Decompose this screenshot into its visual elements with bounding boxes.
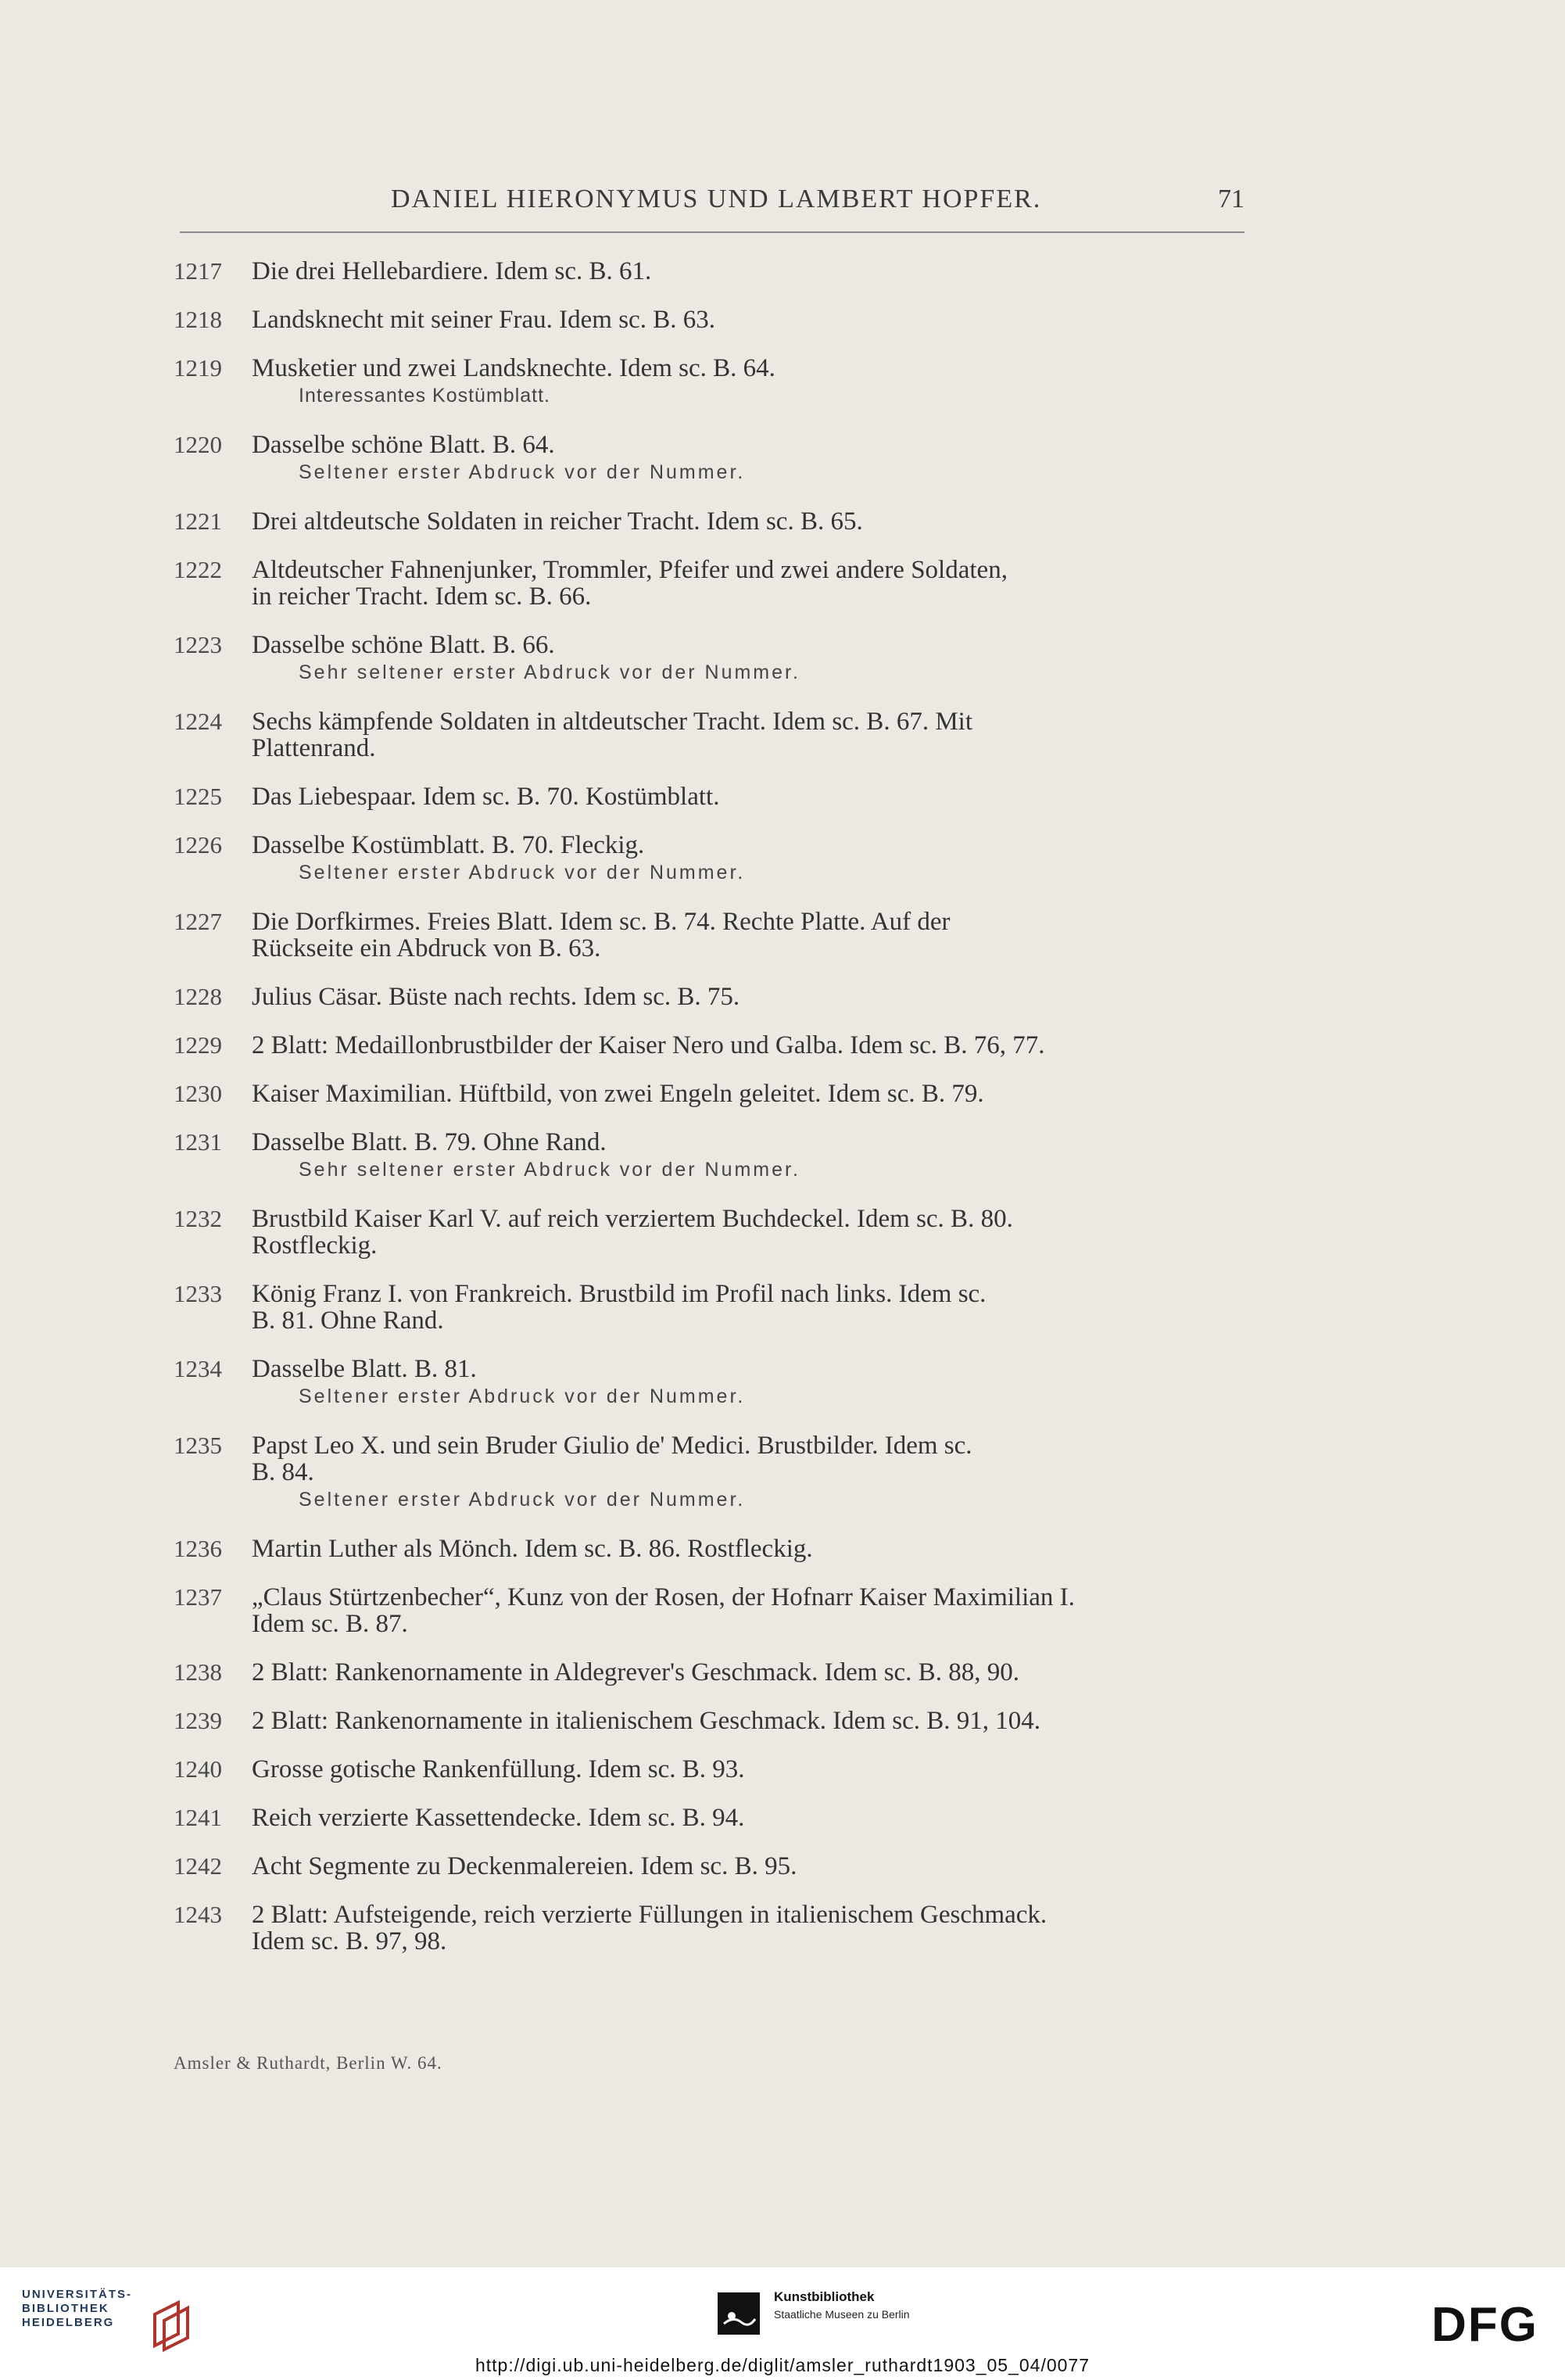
entry-text: Julius Cäsar. Büste nach rechts. Idem sc. B. 75. [252,983,740,1011]
catalogue-entry [174,1432,1244,1514]
entry-number: 1219 [174,354,222,382]
entry-number: 1233 [174,1280,222,1307]
entry-text: Landsknecht mit seiner Frau. Idem sc. B. 63. [252,306,715,334]
entry-note: Sehr seltener erster Abdruck vor der Nummer. [299,661,800,683]
entry-text: Dasselbe Blatt. B. 79. Ohne Rand. [252,1128,607,1156]
dfg-logo[interactable]: DFG [1431,2298,1538,2352]
running-title: DANIEL HIERONYMUS UND LAMBERT HOPFER. [391,185,1042,213]
entry-number: 1221 [174,507,222,535]
ub-book-icon [147,2299,202,2353]
entry-text: Sechs kämpfende Soldaten in altdeutscher Tracht. Idem sc. B. 67. Mit [252,708,973,736]
entry-note: Seltener erster Abdruck vor der Nummer. [299,1489,746,1511]
entry-text: B. 84. [252,1458,314,1486]
entry-number: 1224 [174,708,222,735]
printer-imprint: Amsler & Ruthardt, Berlin W. 64. [174,2053,442,2073]
ub-heidelberg-logo[interactable] [22,2288,132,2330]
entry-number: 1223 [174,631,222,658]
catalogue-entry [174,432,1244,486]
entry-text: Die Dorfkirmes. Freies Blatt. Idem sc. B. 74. Rechte Platte. Auf der [252,908,951,936]
entry-text: Die drei Hellebardiere. Idem sc. B. 61. [252,257,652,285]
entry-note: Seltener erster Abdruck vor der Nummer. [299,461,746,483]
entry-number: 1228 [174,983,222,1010]
entry-text: Dasselbe schöne Blatt. B. 66. [252,631,555,659]
catalogue-entry [174,355,1244,410]
entry-number: 1237 [174,1583,222,1611]
entry-text: 2 Blatt: Rankenornamente in Aldegrever's Geschmack. Idem sc. B. 88, 90. [252,1658,1019,1686]
catalogue-entry [174,1356,1244,1410]
catalogue-entry [174,1708,1244,1734]
catalogue-entry [174,1805,1244,1831]
entry-number: 1217 [174,257,222,285]
entry-text: Acht Segmente zu Deckenmalereien. Idem sc. B. 95. [252,1852,797,1880]
catalogue-entry [174,1081,1244,1107]
entry-number: 1243 [174,1901,222,1928]
entry-note: Sehr seltener erster Abdruck vor der Nummer. [299,1159,800,1181]
entry-number: 1238 [174,1658,222,1686]
entry-number: 1232 [174,1205,222,1232]
entry-text: Brustbild Kaiser Karl V. auf reich verziertem Buchdeckel. Idem sc. B. 80. [252,1205,1013,1233]
entry-text: Idem sc. B. 87. [252,1610,408,1638]
entry-number: 1222 [174,556,222,583]
catalogue-entry [174,1756,1244,1783]
entry-note: Seltener erster Abdruck vor der Nummer. [299,862,746,884]
entry-text: König Franz I. von Frankreich. Brustbild im Profil nach links. Idem sc. [252,1280,987,1308]
entry-text: 2 Blatt: Aufsteigende, reich verzierte Füllungen in italienischem Geschmack. [252,1901,1048,1929]
entry-number: 1235 [174,1432,222,1459]
catalogue-entry [174,1659,1244,1686]
entry-text: Plattenrand. [252,734,376,762]
entry-number: 1230 [174,1080,222,1107]
entry-text: B. 81. Ohne Rand. [252,1306,444,1335]
entry-text: Grosse gotische Rankenfüllung. Idem sc. B. 93. [252,1755,745,1783]
entry-text: Idem sc. B. 97, 98. [252,1927,447,1955]
catalogue-entries [174,258,1244,1977]
entry-text: Dasselbe Blatt. B. 81. [252,1355,477,1383]
entry-text: „Claus Stürtzenbecher“, Kunz von der Rosen, der Hofnarr Kaiser Maximilian I. [252,1583,1075,1611]
entry-number: 1239 [174,1707,222,1734]
catalogue-entry [174,909,1244,962]
catalogue-entry [174,1281,1244,1334]
entry-number: 1234 [174,1355,222,1382]
entry-number: 1220 [174,431,222,458]
catalogue-entry [174,984,1244,1010]
catalogue-entry [174,508,1244,535]
entry-text: Musketier und zwei Landsknechte. Idem sc. B. 64. [252,354,775,382]
entry-number: 1236 [174,1535,222,1562]
entry-number: 1226 [174,831,222,858]
catalogue-entry [174,258,1244,285]
entry-number: 1218 [174,306,222,333]
catalogue-entry [174,632,1244,686]
catalogue-entry [174,1536,1244,1562]
entry-number: 1227 [174,908,222,935]
entry-number: 1240 [174,1755,222,1783]
catalogue-entry [174,708,1244,762]
entry-text: 2 Blatt: Medaillonbrustbilder der Kaiser Nero und Galba. Idem sc. B. 76, 77. [252,1031,1045,1059]
entry-text: Altdeutscher Fahnenjunker, Trommler, Pfeifer und zwei andere Soldaten, [252,556,1008,584]
catalogue-entry [174,1853,1244,1880]
kunstbibliothek-title: Kunstbibliothek [774,2289,875,2304]
entry-number: 1242 [174,1852,222,1880]
kunstbibliothek-subtitle: Staatliche Museen zu Berlin [774,2308,910,2321]
entry-note: Seltener erster Abdruck vor der Nummer. [299,1385,746,1407]
catalogue-entry [174,1584,1244,1637]
entry-text: Rückseite ein Abdruck von B. 63. [252,934,601,962]
entry-text: Dasselbe schöne Blatt. B. 64. [252,431,555,459]
catalogue-entry [174,306,1244,333]
entry-text: Kaiser Maximilian. Hüftbild, von zwei Engeln geleitet. Idem sc. B. 79. [252,1080,984,1108]
entry-text: Papst Leo X. und sein Bruder Giulio de' Medici. Brustbilder. Idem sc. [252,1432,972,1460]
entry-text: in reicher Tracht. Idem sc. B. 66. [252,582,592,611]
page-header [180,185,1244,233]
digitization-footer [0,2267,1565,2380]
kunstbibliothek-emblem-icon [718,2292,760,2335]
catalogue-entry [174,783,1244,810]
entry-text: Dasselbe Kostümblatt. B. 70. Fleckig. [252,831,645,859]
entry-number: 1225 [174,783,222,810]
entry-number: 1241 [174,1804,222,1831]
entry-text: 2 Blatt: Rankenornamente in italienischem Geschmack. Idem sc. B. 91, 104. [252,1707,1040,1735]
catalogue-entry [174,1129,1244,1184]
entry-number: 1231 [174,1128,222,1156]
entry-text: Martin Luther als Mönch. Idem sc. B. 86. Rostfleckig. [252,1535,813,1563]
catalogue-entry [174,1032,1244,1059]
page-number: 71 [1218,185,1244,213]
entry-number: 1229 [174,1031,222,1059]
ub-logo-line: BIBLIOTHEK [22,2302,109,2315]
permalink-url[interactable]: http://digi.ub.uni-heidelberg.de/diglit/amsler_ruthardt1903_05_04/0077 [475,2355,1090,2375]
entry-text: Drei altdeutsche Soldaten in reicher Tracht. Idem sc. B. 65. [252,507,863,536]
entry-text: Das Liebespaar. Idem sc. B. 70. Kostümblatt. [252,783,720,811]
catalogue-entry [174,1901,1244,1955]
ub-logo-line: HEIDELBERG [22,2316,115,2329]
entry-text: Rostfleckig. [252,1231,378,1260]
ub-logo-line: UNIVERSITÄTS- [22,2288,133,2301]
catalogue-entry [174,1206,1244,1259]
catalogue-entry [174,557,1244,610]
entry-text: Reich verzierte Kassettendecke. Idem sc. B. 94. [252,1804,745,1832]
catalogue-entry [174,832,1244,887]
entry-note: Interessantes Kostümblatt. [299,385,550,407]
